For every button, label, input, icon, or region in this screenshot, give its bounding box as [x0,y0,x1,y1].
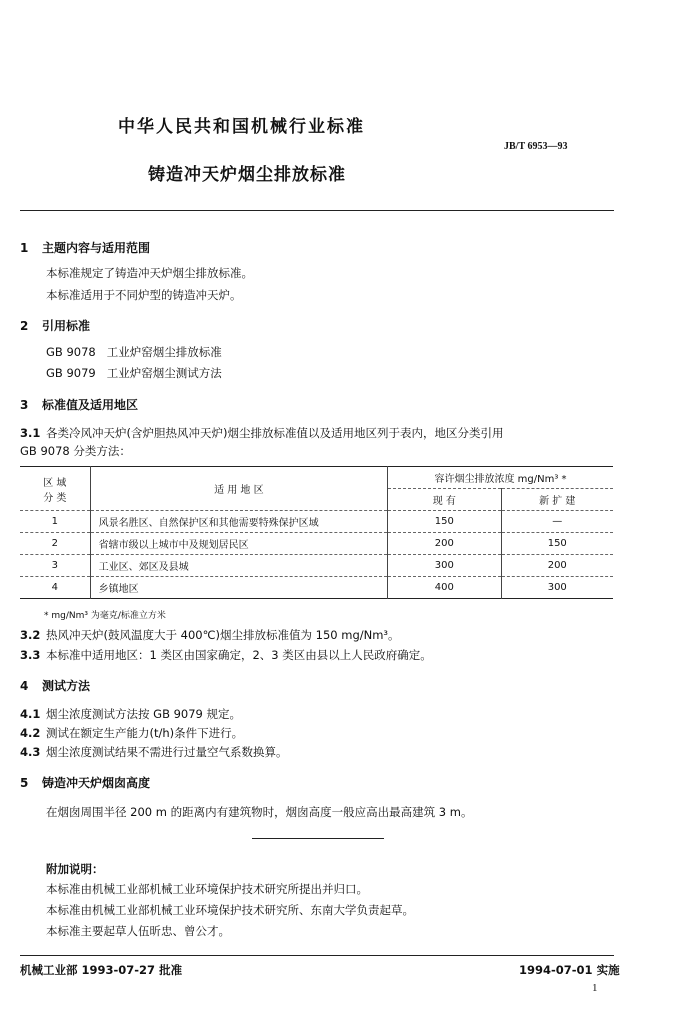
document-title: 铸造冲天炉烟尘排放标准 [148,165,346,185]
section-4-heading: 4 测试方法 [20,679,91,693]
header-rule [20,210,614,211]
section-5-heading: 5 铸造冲天炉烟囱高度 [20,776,151,790]
class-cell: 4 [20,577,90,599]
new-cell: — [501,511,613,533]
existing-cell: 400 [388,577,501,599]
clause-3-1: 3.1 各类冷风冲天炉(含炉胆热风冲天炉)烟尘排放标准值以及适用地区列于表内，地区分类引用 [20,426,504,440]
new-cell: 150 [501,533,613,555]
page-number: 1 [592,982,598,994]
table-row [20,511,613,533]
new-cell: 200 [501,555,613,577]
clause-3-1-cont: GB 9078 分类方法： [20,444,131,458]
header-class: 区 域 分 类 [20,467,90,511]
region-cell: 风景名胜区、自然保护区和其他需要特殊保护区域 [90,511,387,533]
header-new: 新 扩 建 [501,489,613,511]
table-row [20,555,613,577]
class-cell: 3 [20,555,90,577]
section-1-para-1: 本标准规定了铸造冲天炉烟尘排放标准。 [46,266,253,280]
header-existing: 现 有 [388,489,501,511]
note-2: 本标准由机械工业部机械工业环境保护技术研究所、东南大学负责起草。 [46,903,414,917]
section-1-heading: 1 主题内容与适用范围 [20,241,151,255]
section-1-para-2: 本标准适用于不同炉型的铸造冲天炉。 [46,288,242,302]
footer-rule [20,955,614,956]
clause-4-1: 4.1 烟尘浓度测试方法按 GB 9079 规定。 [20,707,242,721]
standard-code: JB/T 6953—93 [504,141,568,152]
table-row [20,577,613,599]
table-row [20,533,613,555]
clause-4-3: 4.3 烟尘浓度测试结果不需进行过量空气系数换算。 [20,745,288,759]
section-3-heading: 3 标准值及适用地区 [20,398,139,412]
effective-date: 1994-07-01 实施 [519,963,620,977]
region-cell: 省辖市级以上城市中及规划居民区 [90,533,387,555]
org-title: 中华人民共和国机械行业标准 [118,117,365,137]
divider [252,838,384,839]
reference-gb9078: GB 9078 工业炉窑烟尘排放标准 [46,345,222,359]
class-cell: 2 [20,533,90,555]
region-cell: 乡镇地区 [90,577,387,599]
approval-date: 机械工业部 1993-07-27 批准 [20,963,183,977]
clause-4-2: 4.2 测试在额定生产能力(t/h)条件下进行。 [20,726,244,740]
existing-cell: 200 [388,533,501,555]
clause-3-3: 3.3 本标准中适用地区：1 类区由国家确定，2、3 类区由县以上人民政府确定。 [20,648,432,662]
section-2-heading: 2 引用标准 [20,319,91,333]
notes-title: 附加说明： [46,862,104,876]
note-1: 本标准由机械工业部机械工业环境保护技术研究所提出并归口。 [46,882,368,896]
table-footnote: * mg/Nm³ 为毫克/标准立方米 [44,611,166,621]
reference-gb9079: GB 9079 工业炉窑烟尘测试方法 [46,366,222,380]
header-limit: 容许烟尘排放浓度 mg/Nm³ * [388,467,613,489]
class-cell: 1 [20,511,90,533]
note-3: 本标准主要起草人伍昕忠、曾公才。 [46,924,230,938]
clause-3-2: 3.2 热风冲天炉(鼓风温度大于 400℃)烟尘排放标准值为 150 mg/Nm³。 [20,628,400,642]
section-5-para: 在烟囱周围半径 200 m 的距离内有建筑物时，烟囱高度一般应高出最高建筑 3 m。 [46,805,473,819]
emission-limit-table [20,466,613,599]
existing-cell: 300 [388,555,501,577]
new-cell: 300 [501,577,613,599]
existing-cell: 150 [388,511,501,533]
region-cell: 工业区、郊区及县城 [90,555,387,577]
header-region: 适 用 地 区 [90,467,387,511]
